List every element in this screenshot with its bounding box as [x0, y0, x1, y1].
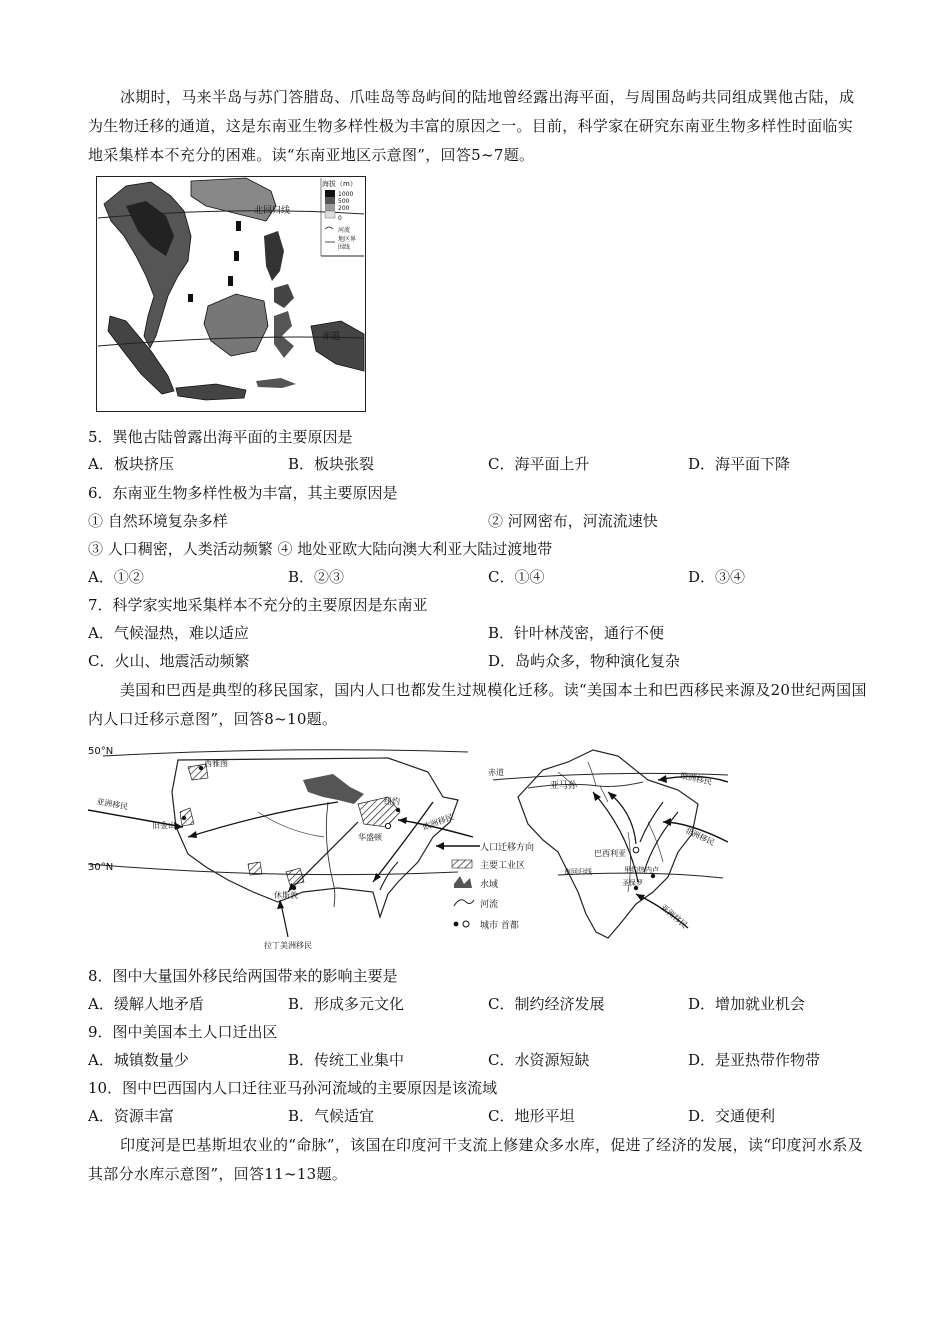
q8-option-d[interactable]: D．增加就业机会	[688, 995, 806, 1013]
q9-option-a[interactable]: A．城镇数量少	[88, 1051, 189, 1069]
asian-imm-us-label: 亚洲移民	[95, 797, 129, 812]
passage-southeast-asia: 冰期时，马来半岛与苏门答腊岛、爪哇岛等岛屿间的陆地曾经露出海平面，与周围岛屿共同组成巽他古陆，成为生物迁移的通道，这是东南亚生物多样性极为丰富的原因之一。目前，科学家在研究东南亚生物多样性时面临实地采集样本不充分的困难。读“东南亚地区示意图”，回答5~7题。	[88, 88, 855, 164]
q6-option-a[interactable]: A．①②	[88, 568, 144, 586]
q9-option-b[interactable]: B．传统工业集中	[288, 1051, 405, 1069]
legend-water: 水域	[480, 880, 499, 890]
q10-option-a[interactable]: A．资源丰富	[88, 1107, 174, 1125]
legend-city: 城市 首都	[480, 921, 519, 931]
map2-legend	[436, 841, 534, 931]
legend-industry: 主要工业区	[480, 861, 526, 871]
asian-imm-br-label: 亚洲移民	[658, 902, 690, 931]
q7-stem: 7．科学家实地采集样本不充分的主要原因是东南亚	[88, 596, 428, 614]
lat-30-label: 30°N	[88, 862, 114, 873]
q7-option-b[interactable]: B．针叶林茂密，通行不便	[488, 624, 665, 642]
q10-option-b[interactable]: B．气候适宜	[288, 1107, 375, 1125]
rio-label: 里约热内卢	[624, 866, 659, 874]
q5-option-b[interactable]: B．板块张裂	[288, 455, 375, 473]
passage-indus: 印度河是巴基斯坦农业的“命脉”，该国在印度河干支流上修建众多水库，促进了经济的发展，读“印度河水系及其部分水库示意图”，回答11~13题。	[88, 1136, 864, 1183]
water-icon	[454, 876, 472, 888]
legend-river: 河流	[338, 227, 351, 234]
houston-label: 休斯敦	[274, 891, 298, 900]
q6-stem: 6．东南亚生物多样性极为丰富，其主要原因是	[88, 484, 398, 502]
q5-option-a[interactable]: A．板块挤压	[88, 455, 174, 473]
euro-imm-us-label: 欧洲移民	[421, 812, 455, 832]
african-imm-label: 非洲移民	[683, 825, 716, 848]
southeast-asia-map	[96, 176, 366, 412]
legend-migration: 人口迁移方向	[480, 843, 535, 853]
river-legend-icon	[454, 900, 474, 906]
q6-item-3-4: ③ 人口稠密，人类活动频繁 ④ 地处亚欧大陆向澳大利亚大陆过渡地带	[88, 540, 553, 558]
q9-option-d[interactable]: D．是亚热带作物带	[688, 1051, 821, 1069]
q7-option-a[interactable]: A．气候湿热，难以适应	[88, 624, 249, 642]
legend-boundary-1: 地区界	[338, 236, 357, 243]
legend-boundary-2: 围线	[338, 244, 351, 251]
passage-migration: 美国和巴西是典型的移民国家，国内人口也都发生过规模化迁移。读“美国本土和巴西移民来源及20世纪两国国内人口迁移示意图”，回答8~10题。	[88, 681, 867, 728]
tropic-s-label: 南回归线	[564, 868, 592, 876]
legend-level-200: 200	[338, 205, 350, 212]
euro-imm-br-label: 欧洲移民	[679, 771, 713, 787]
legend-level-500: 500	[338, 198, 350, 205]
q9-option-c[interactable]: C．水资源短缺	[488, 1051, 590, 1069]
tropic-label: 北回归线	[254, 206, 291, 216]
capital-icon	[463, 921, 469, 927]
q7-option-d[interactable]: D．岛屿众多，物种演化复杂	[488, 652, 681, 670]
q6-option-b[interactable]: B．②③	[288, 568, 345, 586]
q5-option-c[interactable]: C．海平面上升	[488, 455, 590, 473]
equator-label: 赤道	[322, 332, 341, 342]
q5-stem: 5．巽他古陆曾露出海平面的主要原因是	[88, 428, 353, 446]
q10-option-c[interactable]: C．地形平坦	[488, 1107, 575, 1125]
q8-option-a[interactable]: A．缓解人地矛盾	[88, 995, 204, 1013]
industry-swatch	[452, 860, 472, 868]
q5-option-d[interactable]: D．海平面下降	[688, 455, 791, 473]
q8-option-b[interactable]: B．形成多元文化	[288, 995, 405, 1013]
q6-option-c[interactable]: C．①④	[488, 568, 545, 586]
q7-option-c[interactable]: C．火山、地震活动频繁	[88, 652, 250, 670]
city-icon	[454, 922, 459, 927]
us-brazil-migration-map	[88, 742, 728, 954]
q6-item-1: ① 自然环境复杂多样	[88, 512, 228, 530]
sf-label: 旧金山	[152, 821, 176, 830]
q10-stem: 10．图中巴西国内人口迁往亚马孙河流域的主要原因是该流域	[88, 1079, 498, 1097]
latin-imm-label: 拉丁美洲移民	[264, 941, 312, 950]
q9-stem: 9．图中美国本土人口迁出区	[88, 1023, 278, 1041]
brasilia-label: 巴西利亚	[594, 849, 626, 858]
q10-option-d[interactable]: D．交通便利	[688, 1107, 776, 1125]
sp-label: 圣保罗	[622, 879, 643, 887]
legend-title: 海拔（m）	[322, 180, 357, 188]
legend-river-2: 河流	[480, 900, 499, 910]
equator-br-label: 赤道	[488, 768, 504, 777]
q8-stem: 8．图中大量国外移民给两国带来的影响主要是	[88, 967, 398, 985]
legend-level-1000: 1000	[338, 191, 354, 198]
legend-level-0: 0	[338, 215, 342, 222]
lat-50-label: 50°N	[88, 746, 114, 757]
q6-option-d[interactable]: D．③④	[688, 568, 746, 586]
q8-option-c[interactable]: C．制约经济发展	[488, 995, 605, 1013]
q6-item-2: ② 河网密布，河流流速快	[488, 512, 658, 530]
seattle-label: 西雅图	[204, 759, 228, 768]
ny-label: 纽约	[384, 797, 400, 806]
dc-label: 华盛顿	[358, 833, 382, 842]
amazon-label: 亚马孙	[550, 781, 578, 791]
